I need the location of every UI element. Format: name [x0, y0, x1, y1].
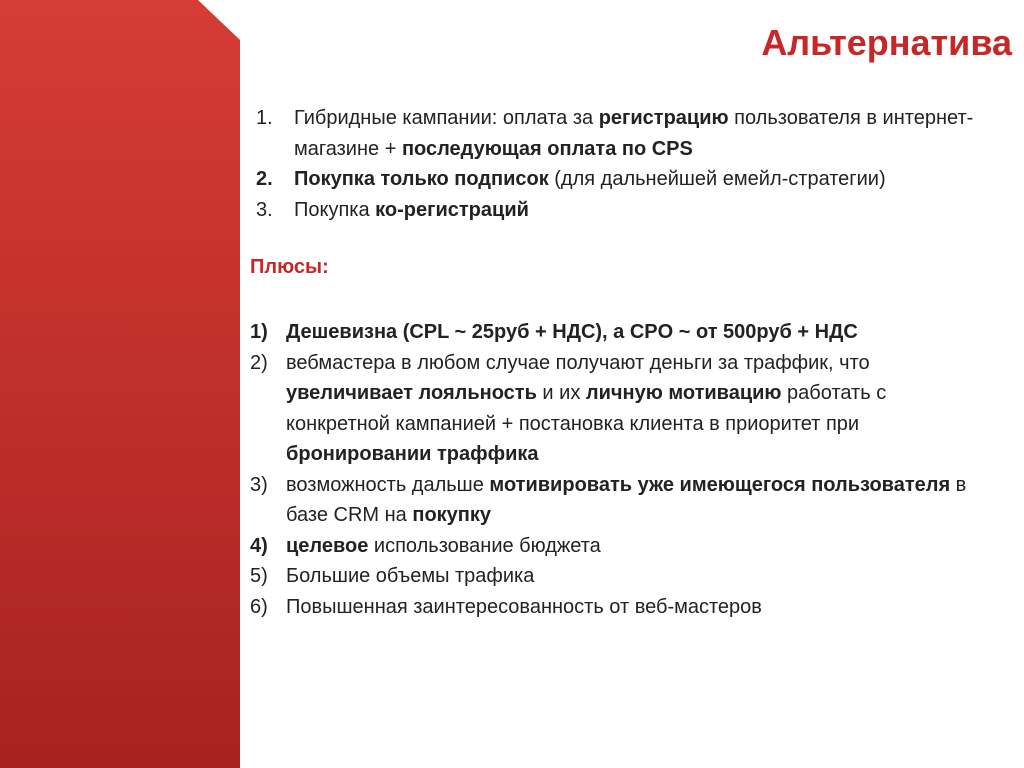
list-item	[250, 317, 980, 348]
bold-text: Дешевизна (CPL ~ 25руб + НДС), а CPO ~ от 500руб + НДС	[286, 321, 858, 343]
list-item	[250, 592, 980, 623]
list-item-text	[250, 470, 980, 531]
list-item	[250, 561, 980, 592]
text-run: (для дальнейшей емейл-стратегии)	[548, 168, 886, 190]
list-item-text	[250, 531, 980, 562]
list-item	[256, 164, 986, 195]
bold-text: увеличивает лояльность	[286, 382, 537, 404]
pros-list	[250, 317, 980, 622]
list-marker: 3.	[256, 198, 273, 221]
text-run: пользователя в интернет-магазине +	[294, 107, 974, 160]
text-run: Повышенная заинтересованность от веб-мастеров	[286, 595, 762, 618]
list-item	[256, 195, 986, 226]
text-run: Покупка	[294, 198, 376, 221]
list-marker: 6)	[250, 595, 268, 618]
list-item-text	[256, 195, 986, 226]
bold-text: бронировании траффика	[286, 443, 539, 465]
list-marker: 2)	[250, 351, 268, 374]
list-item-text	[250, 348, 980, 470]
list-marker: 3)	[250, 473, 268, 496]
bold-text: Покупка только подписок	[294, 168, 549, 190]
text-run: работать с конкретной кампанией + постановка клиента в приоритет при	[286, 382, 887, 435]
bold-text: целевое	[286, 534, 369, 557]
list-item-text	[256, 164, 986, 195]
list-marker: 1)	[250, 321, 268, 343]
list-marker: 4)	[250, 534, 268, 557]
list-item-text	[250, 317, 980, 348]
pros-heading: Плюсы:	[250, 256, 329, 278]
list-item-text	[250, 592, 980, 623]
text-run: и их	[536, 382, 586, 404]
list-item	[256, 103, 986, 164]
list-marker: 5)	[250, 565, 268, 587]
slide-title: Альтернатива	[761, 22, 1012, 63]
bold-text: личную мотивацию	[585, 382, 782, 404]
text-run: использование бюджета	[368, 534, 601, 557]
list-item	[250, 531, 980, 562]
bold-text: мотивировать уже имеющегося пользователя	[489, 473, 951, 496]
text-run: в базе CRM на	[286, 473, 967, 526]
text-run: Большие объемы трафика	[286, 565, 535, 587]
list-item-text	[250, 561, 980, 592]
list-marker: 2.	[256, 168, 273, 190]
text-run: возможность дальше	[286, 473, 490, 496]
text-run: Гибридные кампании: оплата за	[294, 107, 599, 129]
bold-text: покупку	[412, 504, 492, 526]
list-marker: 1.	[256, 107, 273, 129]
decorative-red-band	[0, 0, 240, 768]
bold-text: регистрацию	[598, 107, 729, 129]
bold-text: ко-регистраций	[375, 198, 529, 221]
text-run: вебмастера в любом случае получают деньги за траффик, что	[286, 351, 870, 374]
alternatives-list	[256, 103, 986, 225]
bold-text: последующая оплата по CPS	[401, 137, 693, 160]
list-item	[250, 470, 980, 531]
list-item-text	[256, 103, 986, 164]
list-item	[250, 348, 980, 470]
